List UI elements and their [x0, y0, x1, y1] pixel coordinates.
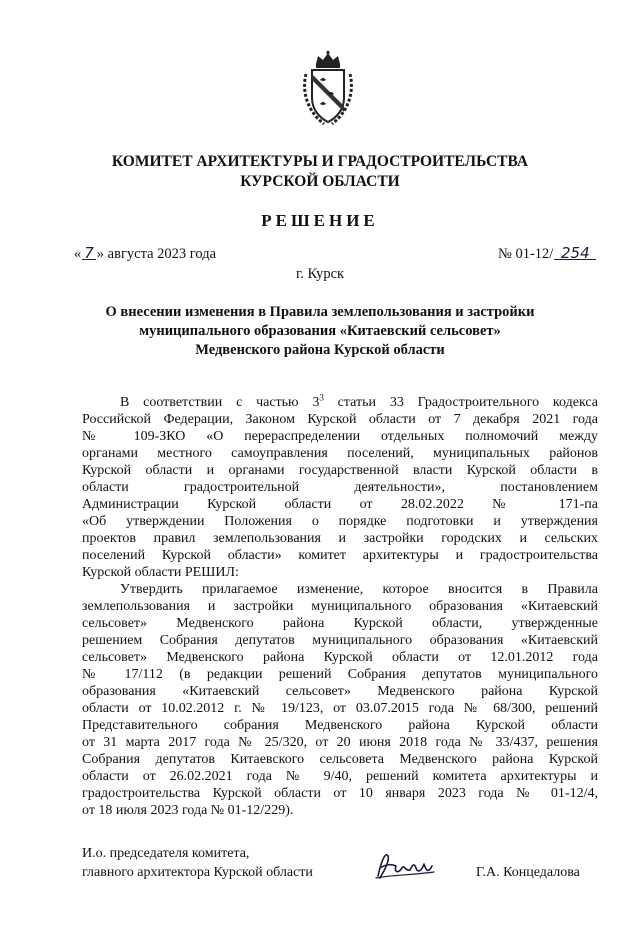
document-title-line1: О внесении изменения в Правила землепользования и застройки [105, 304, 535, 320]
body-line: поселений Курской области» комитет архитектуры и градостроительства [82, 548, 598, 563]
signer-name: Г.А. Концедалова [476, 865, 580, 880]
date-open-quote: « [74, 246, 82, 262]
committee-name-line2: КУРСКОЙ ОБЛАСТИ [240, 173, 400, 190]
body-line: «Об утверждении Положения о порядке подготовки и утверждения [82, 514, 598, 529]
body-line: Собрания депутатов Китаевского сельсовета Медвенского района Курской [82, 752, 598, 767]
body-line: Представительного собрания Медвенского района Курской области [82, 718, 598, 733]
handwritten-number: 254 [554, 247, 596, 260]
body-line: градостроительства Курской области от 10 января 2023 года № 01-12/4, [82, 786, 598, 801]
body-line: Курской области и органами государственной власти Курской области в [82, 463, 598, 478]
handwritten-day: 7 [84, 244, 94, 262]
body-line: образования «Китаевский сельсовет» Медвенского района Курской [82, 684, 598, 699]
handwritten-signature [372, 848, 438, 882]
document-type-heading: РЕШЕНИЕ [261, 211, 379, 230]
date-month-year: » августа 2023 года [96, 246, 217, 262]
body-line: Российской Федерации, Законом Курской области от 7 декабря 2021 года [82, 412, 598, 427]
body-line: области от 26.02.2021 года № 9/40, решений комитета архитектуры и [82, 769, 598, 784]
body-line: от 18 июля 2023 года № 01-12/229). [82, 803, 294, 818]
body-line: № 17/112 (в редакции решений Собрания депутатов муниципального [82, 667, 598, 682]
committee-name-line1: КОМИТЕТ АРХИТЕКТУРЫ И ГРАДОСТРОИТЕЛЬСТВА [111, 153, 529, 170]
body-line: № 109-ЗКО «О перераспределении отдельных полномочий между [82, 429, 598, 444]
body-line: Администрации Курской области от 28.02.2022 № 171-па [82, 497, 598, 512]
signer-position-line1: И.о. председателя комитета, [82, 846, 250, 861]
body-line: проектов правил землепользования и застройки городских и сельских [82, 531, 598, 546]
decision-date [74, 246, 216, 263]
signer-position-line2: главного архитектора Курской области [82, 865, 313, 880]
body-line: органами местного самоуправления поселений, муниципальных районов [82, 446, 598, 461]
body-line: сельсовет» Медвенского района Курской области от 12.01.2012 года [82, 650, 598, 665]
document-title-line2: муниципального образования «Китаевский сельсовет» [139, 323, 501, 339]
body-line: от 31 марта 2017 года № 25/320, от 20 июня 2018 года № 33/437, решения [82, 735, 598, 750]
body-line: области от 10.02.2012 г. № 19/123, от 03.07.2015 года № 68/300, решений [82, 701, 598, 716]
body-line: области градостроительной деятельности», постановлением [82, 480, 598, 495]
body-line: решением Собрания депутатов муниципального образования «Китаевский [82, 633, 598, 648]
document-title-line3: Медвенского района Курской области [195, 342, 445, 358]
body-line: сельсовет» Медвенского района Курской области, утвержденные [82, 616, 598, 631]
body-line: Курской области РЕШИЛ: [82, 565, 239, 580]
coat-of-arms-emblem [298, 50, 358, 126]
decision-number [498, 246, 597, 263]
body-line: землепользования и застройки муниципального образования «Китаевский [82, 599, 598, 614]
body-line: В соответствии с частью $3^3$ статьи 33 Градостроительного кодекса [120, 392, 598, 410]
city-line: г. Курск [295, 266, 345, 282]
number-prefix: № 01-12/ [498, 246, 554, 262]
body-line: Утвердить прилагаемое изменение, которое вносится в Правила [120, 582, 598, 597]
